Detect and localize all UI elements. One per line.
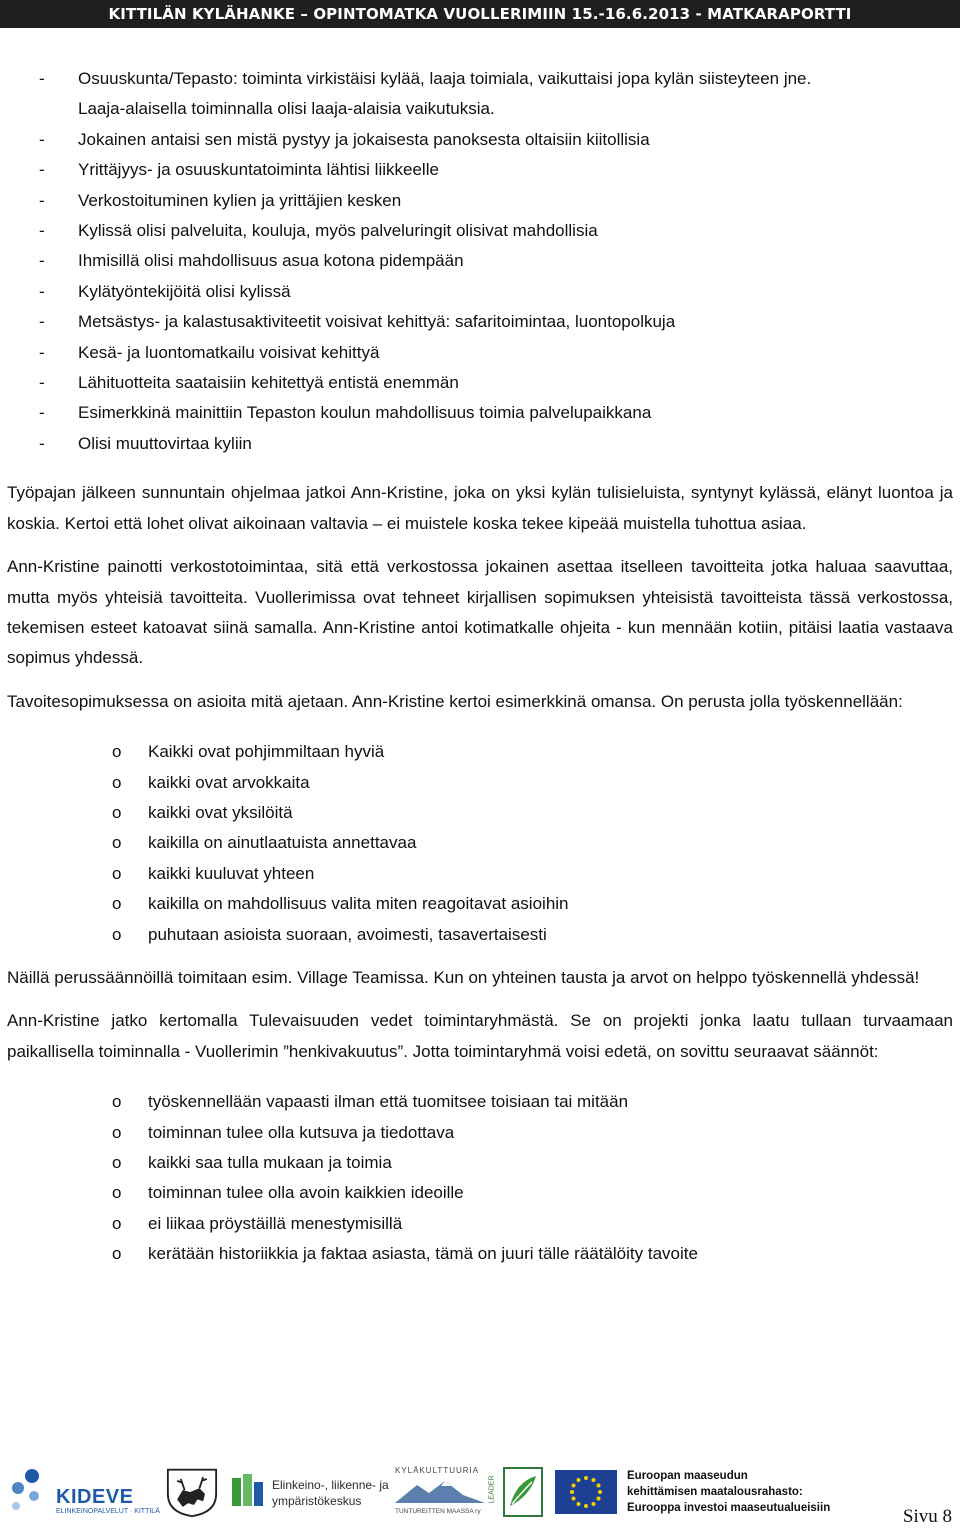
page-number: Sivu 8 [902,1506,952,1527]
list-item: o kaikki saa tulla mukaan ja toimia [112,1153,392,1172]
list-item: - Esimerkkinä mainittiin Tepaston koulun mahdollisuus toimia palvelupaikkana [39,403,652,423]
list-item: - Olisi muuttovirtaa kyliin [39,433,252,453]
eu-fund-logo [555,1466,845,1518]
eu-line-3: Eurooppa investoi maaseutualueisiin [627,1502,831,1514]
list-item: - Kesä- ja luontomatkailu voisivat kehittyä [39,342,380,362]
ely-mark-icon [230,1472,266,1512]
kideve-subtitle: ELINKEINOPALVELUT · KITTILÄ [56,1508,160,1515]
mountain-icon [395,1477,485,1505]
leader-mark-icon [492,1466,544,1518]
kylakulttuuria-top-text: KYLÄKULTTUURIA [395,1466,480,1475]
list-item: - Jokainen antaisi sen mistä pystyy ja jokaisesta panoksesta oltaisiin kiitollisia [39,129,650,149]
ely-line-2: ympäristökeskus [272,1494,362,1508]
list-item: o kaikki kuuluvat yhteen [112,863,315,883]
list-item: o kerätään historiikkia ja faktaa asiasta, tämä on juuri tälle räätälöity tavoite [112,1244,698,1264]
paragraph-networking: Ann-Kristine painotti verkostotoimintaa, sitä että verkostossa jokainen asettaa itselleen tavoitteita jotka haluaa saavuttaa, mutta myös yhteisiä tavoitteita. Vuollerimissa ovat tehneet kirjallisen sopimuksen yhteisistä tavoitteista tässä verkostossa, tekemisen esteet katoavat siinä samalla. Ann-Kristine antoi kotimatkalle ohjeita - kun mennään kotiin, pitäisi laatia vastaava sopimus yhdessä. [7,557,953,668]
ely-logo [230,1466,395,1518]
list-item: o toiminnan tulee olla avoin kaikkien ideoille [112,1183,464,1203]
list-item: o työskennellään vapaasti ilman että tuomitsee toisiaan tai mitään [112,1092,629,1112]
list-item: - Verkostoituminen kylien ja yrittäjien kesken [39,190,402,210]
list-item: - Kylätyöntekijöitä olisi kylissä [39,281,291,301]
list-item: o kaikilla on mahdollisuus valita miten reagoitavat asioihin [112,894,569,914]
list-item: o kaikilla on ainutlaatuista annettavaa [112,833,417,853]
eu-flag-icon [555,1470,617,1514]
list-item: - Ihmisillä olisi mahdollisuus asua kotona pidempään [39,251,464,271]
paragraph-ann-kristine-intro: Työpajan jälkeen sunnuntain ohjelmaa jatkoi Ann-Kristine, joka on yksi kylän tulisieluista, syntynyt kylässä, elänyt luontoa ja koskia. Kertoi että lohet olivat aikoinaan valtavia – ei muistele koska tekee kipeää muistella tuhottua asiaa. [7,483,953,533]
kideve-name: KIDEVE [56,1486,134,1508]
paragraph-goal-agreement: Tavoitesopimuksessa on asioita mitä ajetaan. Ann-Kristine kertoi esimerkkinä omansa. On perusta jolla työskennellään: [7,691,903,711]
kideve-logo [4,1466,160,1518]
list-item: o kaikki ovat arvokkaita [112,772,310,792]
list-item: - Kylissä olisi palveluita, kouluja, myös palveluringit olisivat mahdollisia [39,221,598,241]
footer-logos [0,1452,960,1530]
eu-line-2: kehittämisen maatalousrahasto: [627,1486,803,1498]
list-item: - Lähituotteita saataisiin kehitettyä entistä enemmän [39,373,459,393]
list-item: - Osuuskunta/Tepasto: toiminta virkistäisi kylää, laaja toimiala, vaikuttaisi jopa kylän siisteyteen jne. [39,69,812,88]
benefits-list [7,64,953,459]
leader-logo [488,1466,544,1518]
document-body [7,64,953,1270]
list-item: - Metsästys- ja kalastusaktiviteetit voisivat kehittyä: safaritoimintaa, luontopolkuja [39,312,676,332]
list-item: o kaikki ovat yksilöitä [112,802,293,822]
paragraph-village-team: Näillä perussäännöillä toimitaan esim. Village Teamissa. Kun on yhteinen tausta ja arvot on helppo työskennellä yhdessä! [7,967,920,987]
list-item: o ei liikaa pröystäillä menestymisillä [112,1213,403,1233]
values-list [7,737,953,950]
eu-line-1: Euroopan maaseudun [627,1470,748,1482]
list-item: o Kaikki ovat pohjimmiltaan hyviä [112,742,385,762]
page-header [0,0,960,28]
reindeer-badge-icon [160,1466,224,1518]
list-item: - Yrittäjyys- ja osuuskuntatoiminta lähtisi liikkeelle [39,160,439,180]
paragraph-future-waters: Ann-Kristine jatko kertomalla Tulevaisuuden vedet toimintaryhmästä. Se on projekti jonka laatu tullaan turvaamaan paikallisella toiminnalla - Vuollerimin ”henkivakuutus”. Jotta toimintaryhmä voisi edetä, on sovittu seuraavat säännöt: [7,1011,953,1061]
header-title: KITTILÄN KYLÄHANKE – OPINTOMATKA VUOLLERIMIIN 15.-16.6.2013 - MATKARAPORTTI [108,5,852,23]
list-item: o toiminnan tulee olla kutsuva ja tiedottava [112,1122,455,1142]
kylakulttuuria-bottom-text: TUNTUREITTEN MAASSA ry [395,1508,481,1515]
list-item: Laaja-alaisella toiminnalla olisi laaja-alaisia vaikutuksia. [78,99,495,119]
kideve-mark-icon [4,1466,48,1516]
rules-list [7,1087,953,1269]
kylakulttuuria-logo [395,1466,487,1518]
leader-text: LEADER [488,1475,496,1504]
ely-line-1: Elinkeino-, liikenne- ja [272,1478,389,1492]
list-item: o puhutaan asioista suoraan, avoimesti, tasavertaisesti [112,924,547,944]
